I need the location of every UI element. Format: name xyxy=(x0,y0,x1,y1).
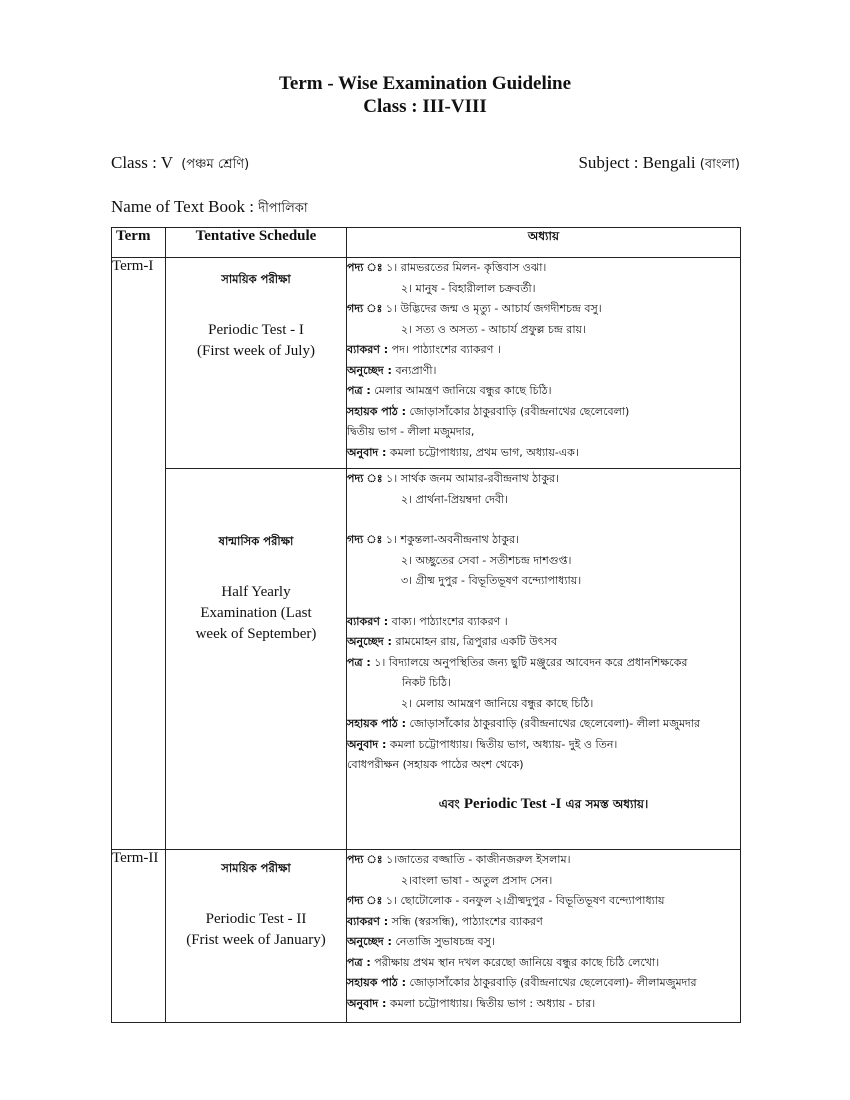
chapter-text: ১। সার্থক জনম আমার-রবীন্দ্রনাথ ঠাকুর। xyxy=(386,472,559,485)
chapter-category-label: অনুবাদ : xyxy=(347,737,387,751)
chapter-text: নেতাজি সুভাষচন্দ্র বসু। xyxy=(395,935,495,948)
chapter-line xyxy=(347,912,740,933)
chapter-line xyxy=(347,953,740,974)
chapter-line xyxy=(347,402,740,423)
chapter-category-label: ব্যাকরণ : xyxy=(347,914,389,928)
textbook-name: দীপালিকা xyxy=(258,201,308,216)
chapter-line xyxy=(347,469,740,490)
chapter-line xyxy=(347,871,740,892)
schedule-line: (First week of July) xyxy=(197,343,315,359)
chapter-text: পদ। পাঠ্যাংশের ব্যাকরণ । xyxy=(391,343,501,356)
chapter-line xyxy=(347,932,740,953)
chapter-line xyxy=(347,571,740,592)
chapter-text: বন্যপ্রাণী। xyxy=(395,363,437,377)
textbook-label: Name of Text Book : xyxy=(111,197,254,216)
schedule-half-yearly xyxy=(166,469,347,850)
row-spacer xyxy=(347,510,740,530)
chapter-text: বাক্য। পাঠ্যাংশের ব্যাকরণ । xyxy=(391,614,508,628)
chapter-category-label: অনুবাদ : xyxy=(347,996,387,1010)
chapter-category-label: ব্যাকরণ : xyxy=(347,343,389,356)
page-title: Term - Wise Examination Guideline xyxy=(278,73,572,94)
chapter-line xyxy=(347,422,740,443)
table-header-row xyxy=(112,228,741,258)
chapters-periodic-test-2 xyxy=(347,850,741,1023)
chapter-category-label: সহায়ক পাঠ : xyxy=(347,404,407,418)
chapter-line xyxy=(347,340,740,361)
chapter-category-label: পদ্য ঃ xyxy=(347,853,383,866)
header-chapters: অধ্যায় xyxy=(347,228,741,258)
schedule-line: week of September) xyxy=(195,626,317,642)
chapter-line xyxy=(347,551,740,572)
chapter-text: ২। প্রার্থনা-প্রিয়ম্বদা দেবী। xyxy=(401,492,509,506)
chapter-text: ২। অচ্ছুতের সেবা - সতীশচন্দ্র দাশগুপ্ত। xyxy=(401,553,572,567)
chapter-category-label: সহায়ক পাঠ : xyxy=(347,717,407,730)
chapter-category-label: সহায়ক পাঠ : xyxy=(347,976,407,989)
subject-bengali: (বাংলা) xyxy=(699,157,740,172)
table-row xyxy=(112,469,741,850)
chapters-half-yearly xyxy=(347,469,741,850)
chapter-line xyxy=(347,381,740,402)
chapter-line xyxy=(347,530,740,551)
chapter-text: ১। উদ্ভিদের জন্ম ও মৃত্যু - আচার্য জগদীশচন্দ্র বসু। xyxy=(385,302,602,315)
chapter-text: ১।জাতের বজ্জাতি - কাজীনজরুল ইসলাম। xyxy=(386,853,571,866)
subject-info xyxy=(578,153,740,176)
chapter-category-label: গদ্য ঃ xyxy=(347,894,383,907)
chapter-text: জোড়াসাঁকোর ঠাকুরবাড়ি (রবীন্দ্রনাথের ছেলেবেলা)- লীলামজুমদার xyxy=(409,976,697,989)
chapter-text: ২।বাংলা ভাষা - অতুল প্রসাদ সেন। xyxy=(401,873,553,887)
class-label: Class : V xyxy=(111,153,173,172)
chapter-line xyxy=(347,994,740,1015)
schedule-periodic-test-1 xyxy=(166,258,347,469)
chapter-line xyxy=(347,850,740,871)
chapter-line xyxy=(347,612,740,633)
chapter-line xyxy=(347,299,740,320)
chapter-category-label: ব্যাকরণ : xyxy=(347,614,389,628)
chapter-line xyxy=(347,632,740,653)
chapter-text: বোধপরীক্ষন (সহায়ক পাঠের অংশ থেকে) xyxy=(347,758,524,771)
term-2-cell: Term-II xyxy=(112,850,166,1023)
chapter-line xyxy=(347,443,740,464)
chapters-periodic-test-1 xyxy=(347,258,741,469)
chapter-line xyxy=(347,361,740,382)
header-schedule: Tentative Schedule xyxy=(166,228,347,258)
chapter-line xyxy=(347,279,740,300)
chapter-text: রামমোহন রায়, ত্রিপুরার একটি উৎসব xyxy=(395,635,558,648)
chapter-text: ১। রামভরতের মিলন- কৃত্তিবাস ওঝা। xyxy=(386,261,547,274)
class-bengali: (পঞ্চম শ্রেণি) xyxy=(181,157,250,172)
chapter-category-label: পত্র : xyxy=(347,655,371,669)
chapter-text: কমলা চট্টোপাধ্যায়, প্রথম ভাগ, অধ্যায়-এক। xyxy=(389,445,579,459)
chapter-line xyxy=(347,694,740,715)
chapter-line xyxy=(347,755,740,776)
chapter-text: দ্বিতীয় ভাগ - লীলা মজুমদার, xyxy=(347,425,475,438)
chapter-category-label: গদ্য ঃ xyxy=(347,533,383,546)
note-suffix: এর সমস্ত অধ্যায়। xyxy=(565,796,649,811)
schedule-line: Examination (Last xyxy=(200,605,312,621)
header-term: Term xyxy=(112,228,166,258)
schedule-line: (Frist week of January) xyxy=(186,932,326,948)
chapter-line xyxy=(347,973,740,994)
chapter-category-label: পত্র : xyxy=(347,384,371,397)
term-1-cell: Term-I xyxy=(112,258,166,850)
row-spacer xyxy=(347,592,740,612)
chapter-text: ২। মেলায় আমন্ত্রণ জানিয়ে বন্ধুর কাছে চিঠি। xyxy=(401,696,594,710)
subject-label: Subject : Bengali xyxy=(578,153,696,172)
chapter-text: ২। সত্য ও অসত্য - আচার্য প্রফুল্ল চন্দ্র রায়। xyxy=(401,322,586,336)
chapter-line xyxy=(347,490,740,511)
chapter-category-label: পত্র : xyxy=(347,955,371,969)
chapter-line xyxy=(347,320,740,341)
chapter-line xyxy=(347,653,740,674)
chapter-text: ৩। গ্রীষ্ম দুপুর - বিভূতিভূষণ বন্দ্যোপাধ্যায়। xyxy=(401,574,582,587)
note-prefix: এবং xyxy=(438,796,460,811)
textbook-info xyxy=(111,197,308,220)
chapter-text: ১। ছোটোলোক - বনফুল ২।গ্রীষ্মদুপুর - বিভূতিভূষণ বন্দ্যোপাধ্যায় xyxy=(385,894,665,907)
schedule-periodic-test-2 xyxy=(166,850,347,1023)
chapter-category-label: গদ্য ঃ xyxy=(347,302,383,315)
schedule-line: Half Yearly xyxy=(221,584,291,600)
schedule-line: Periodic Test - I xyxy=(208,322,304,338)
chapter-line xyxy=(347,735,740,756)
chapter-text: জোড়াসাঁকোর ঠাকুরবাড়ি (রবীন্দ্রনাথের ছেলেবেলা) xyxy=(409,404,630,418)
chapter-text: পরীক্ষায় প্রথম স্থান দখল করেছো জানিয়ে বন্ধুর কাছে চিঠি লেখো। xyxy=(374,955,660,969)
chapter-text: ২। মানুষ - বিহারীলাল চক্রবর্তী। xyxy=(401,281,536,295)
exam-type-label: সাময়িক পরীক্ষা xyxy=(221,861,291,875)
chapter-category-label: পদ্য ঃ xyxy=(347,261,383,274)
chapter-text: জোড়াসাঁকোর ঠাকুরবাড়ি (রবীন্দ্রনাথের ছেলেবেলা)- লীলা মজুমদার xyxy=(409,717,701,730)
chapter-category-label: অনুচ্ছেদ : xyxy=(347,363,392,377)
class-info xyxy=(111,153,249,176)
chapter-text: মেলার আমন্ত্রণ জানিয়ে বন্ধুর কাছে চিঠি। xyxy=(374,384,552,397)
chapter-text: কমলা চট্টোপাধ্যায়। দ্বিতীয় ভাগ : অধ্যায় - চার। xyxy=(389,996,596,1010)
chapter-text: সন্ধি (স্বরসন্ধি), পাঠ্যাংশের ব্যাকরণ xyxy=(391,914,543,928)
chapter-text: কমলা চট্টোপাধ্যায়। দ্বিতীয় ভাগ, অধ্যায়- দুই ও তিন। xyxy=(389,737,618,751)
page-subtitle: Class : III-VIII xyxy=(363,96,487,117)
chapter-line xyxy=(347,714,740,735)
table-row xyxy=(112,850,741,1023)
chapter-text: নিকট চিঠি। xyxy=(402,676,451,689)
chapter-line xyxy=(347,673,740,694)
chapter-category-label: অনুচ্ছেদ : xyxy=(347,935,392,948)
chapter-category-label: অনুচ্ছেদ : xyxy=(347,635,392,648)
chapter-category-label: পদ্য ঃ xyxy=(347,472,383,485)
chapter-text: ১। বিদ্যালয়ে অনুপস্থিতির জন্য ছুটি মঞ্জুরের আবেদন করে প্রধানশিক্ষকের xyxy=(374,655,688,669)
chapter-text: ১। শকুন্তলা-অবনীন্দ্রনাথ ঠাকুর। xyxy=(385,533,519,546)
includes-periodic-test-1-note xyxy=(347,796,740,816)
note-test-name: Periodic Test -I xyxy=(463,795,562,812)
chapter-line xyxy=(347,891,740,912)
table-row xyxy=(112,258,741,469)
exam-type-label: সাময়িক পরীক্ষা xyxy=(221,272,291,286)
chapter-category-label: অনুবাদ : xyxy=(347,445,387,459)
examination-table xyxy=(111,227,741,1023)
schedule-line: Periodic Test - II xyxy=(205,911,307,927)
chapter-line xyxy=(347,258,740,279)
exam-type-label: ষান্মাসিক পরীক্ষা xyxy=(218,534,294,548)
